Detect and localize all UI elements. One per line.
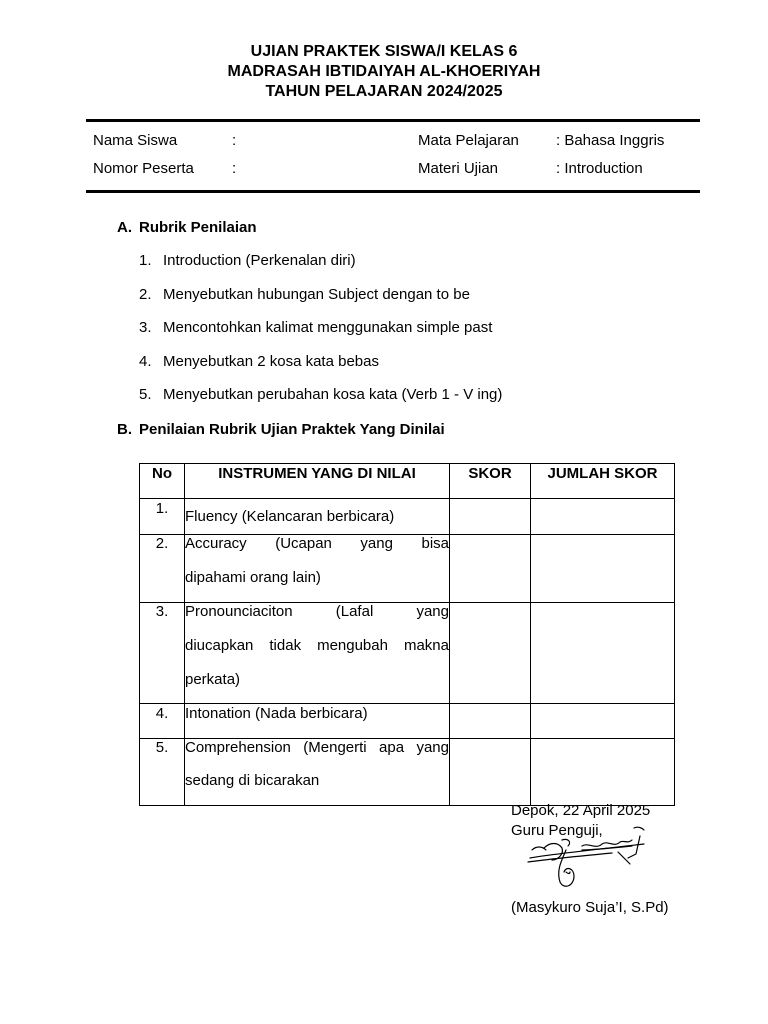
row-number: 4. — [140, 704, 185, 739]
top-rule — [86, 119, 700, 122]
assessment-table — [139, 463, 675, 806]
column-header-skor: SKOR — [450, 464, 531, 499]
instrument-text: perkata) — [185, 671, 241, 688]
jumlah-skor-cell[interactable] — [531, 704, 675, 739]
nama-colon: : — [232, 132, 237, 149]
materi-value: : Introduction — [556, 160, 643, 177]
instrument-text: sedang di bicarakan — [185, 772, 320, 789]
list-item — [139, 386, 502, 404]
instrument-text: Pronounciaciton (Lafal yang — [185, 603, 449, 620]
list-item-number: 5. — [139, 386, 152, 403]
instrument-text: Fluency (Kelancaran berbicara) — [185, 508, 395, 525]
instrument-cell — [185, 739, 450, 806]
instrument-text: dipahami orang lain) — [185, 569, 321, 586]
instrument-cell — [185, 535, 450, 603]
column-header-instrumen: INSTRUMEN YANG DI NILAI — [185, 464, 450, 499]
list-item — [139, 353, 379, 371]
jumlah-skor-cell[interactable] — [531, 603, 675, 704]
table-row — [140, 603, 675, 704]
row-number: 1. — [140, 499, 185, 535]
table-row — [140, 739, 675, 806]
place-date: Depok, 22 April 2025 — [511, 802, 651, 819]
row-number: 3. — [140, 603, 185, 704]
row-number: 2. — [140, 535, 185, 603]
jumlah-skor-cell[interactable] — [531, 739, 675, 806]
section-b-letter: B. — [117, 421, 132, 438]
signer-name: (Masykuro Suja’I, S.Pd) — [511, 899, 669, 916]
list-item-number: 1. — [139, 252, 152, 269]
table-row — [140, 499, 675, 535]
list-item-number: 4. — [139, 353, 152, 370]
instrument-text: Comprehension (Mengerti apa yang — [185, 739, 449, 756]
mapel-value: : Bahasa Inggris — [556, 132, 665, 149]
nama-label: Nama Siswa — [93, 132, 178, 149]
skor-cell[interactable] — [450, 499, 531, 535]
mapel-label: Mata Pelajaran — [418, 132, 519, 149]
jumlah-skor-cell[interactable] — [531, 499, 675, 535]
section-b-title: Penilaian Rubrik Ujian Praktek Yang Dinilai — [139, 421, 445, 438]
list-item-text: Menyebutkan perubahan kosa kata (Verb 1 - V ing) — [163, 386, 503, 403]
skor-cell[interactable] — [450, 704, 531, 739]
signer-role: Guru Penguji, — [511, 822, 603, 839]
jumlah-skor-cell[interactable] — [531, 535, 675, 603]
nomor-label: Nomor Peserta — [93, 160, 194, 177]
table-row — [140, 704, 675, 739]
skor-cell[interactable] — [450, 739, 531, 806]
materi-label: Materi Ujian — [418, 160, 499, 177]
list-item-number: 3. — [139, 319, 152, 336]
header-line-2: MADRASAH IBTIDAIYAH AL-KHOERIYAH — [227, 63, 541, 80]
section-a-heading — [117, 219, 257, 237]
list-item-text: Mencontohkan kalimat menggunakan simple past — [163, 319, 493, 336]
list-item-text: Menyebutkan hubungan Subject dengan to be — [163, 286, 470, 303]
instrument-cell — [185, 603, 450, 704]
table-header-row — [140, 464, 675, 499]
list-item-number: 2. — [139, 286, 152, 303]
list-item — [139, 252, 356, 270]
column-header-jumlah-skor: JUMLAH SKOR — [531, 464, 675, 499]
section-a-title: Rubrik Penilaian — [139, 219, 257, 236]
handwritten-signature — [522, 820, 654, 892]
list-item — [139, 319, 492, 337]
instrument-text: Intonation (Nada berbicara) — [185, 705, 368, 722]
document-header — [0, 42, 768, 102]
skor-cell[interactable] — [450, 535, 531, 603]
table-row — [140, 535, 675, 603]
section-a-letter: A. — [117, 219, 132, 236]
header-line-1: UJIAN PRAKTEK SISWA/I KELAS 6 — [250, 43, 518, 60]
list-item — [139, 286, 470, 304]
instrument-cell — [185, 704, 450, 739]
instrument-cell — [185, 499, 450, 535]
column-header-no: No — [140, 464, 185, 499]
section-b-heading — [117, 421, 445, 439]
skor-cell[interactable] — [450, 603, 531, 704]
instrument-text: diucapkan tidak mengubah makna — [185, 637, 449, 654]
row-number: 5. — [140, 739, 185, 806]
header-line-3: TAHUN PELAJARAN 2024/2025 — [265, 83, 503, 100]
nomor-colon: : — [232, 160, 237, 177]
bottom-rule — [86, 190, 700, 193]
list-item-text: Menyebutkan 2 kosa kata bebas — [163, 353, 379, 370]
list-item-text: Introduction (Perkenalan diri) — [163, 252, 356, 269]
instrument-text: Accuracy (Ucapan yang bisa — [185, 535, 449, 552]
